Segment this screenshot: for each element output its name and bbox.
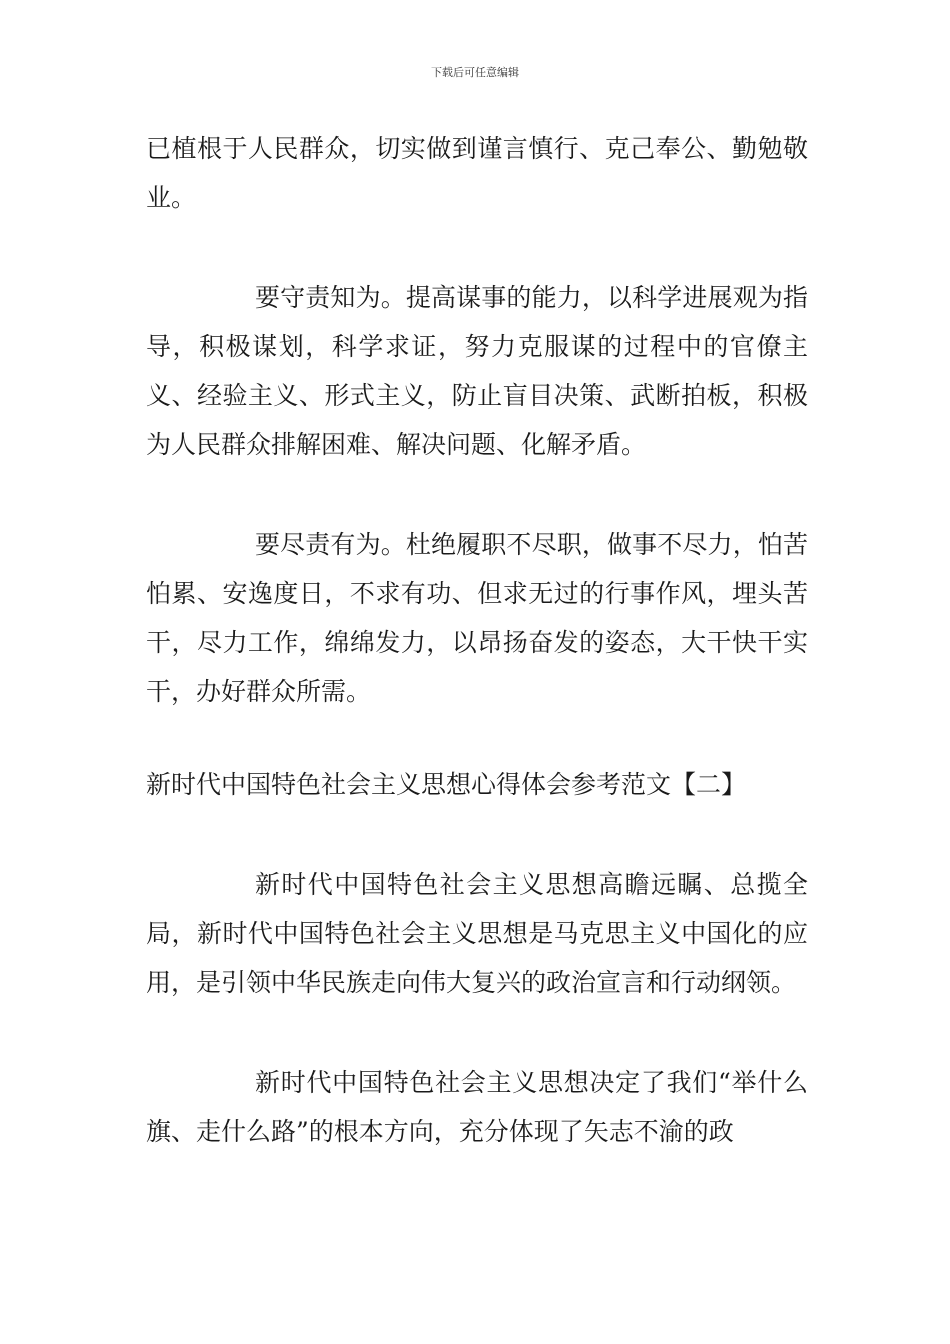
paragraph-shouze: 要守责知为。提高谋事的能力，以科学进展观为指导，积极谋划，科学求证，努力克服谋的过程中的官僚主义、经验主义、形式主义，防止盲目决策、武断拍板，积极为人民群众排解困难、解决问题、化解矛盾。 bbox=[146, 283, 808, 459]
paragraph-overview: 新时代中国特色社会主义思想高瞻远瞩、总揽全局，新时代中国特色社会主义思想是马克思主义中国化的应用，是引领中华民族走向伟大复兴的政治宣言和行动纲领。 bbox=[146, 870, 808, 997]
paragraph-spacer bbox=[146, 716, 808, 760]
paragraph-spacer bbox=[146, 809, 808, 860]
paragraph-jinze: 要尽责有为。杜绝履职不尽职，做事不尽力，怕苦怕累、安逸度日，不求有功、但求无过的行事作风，埋头苦干，尽力工作，绵绵发力，以昂扬奋发的姿态，大干快干实干，办好群众所需。 bbox=[146, 530, 808, 706]
paragraph-spacer bbox=[146, 222, 808, 273]
page-header: 下载后可任意编辑 bbox=[431, 66, 519, 79]
paragraph-continuation: 已植根于人民群众，切实做到谨言慎行、克己奉公、勤勉敬业。 bbox=[146, 134, 808, 212]
paragraph-spacer bbox=[146, 469, 808, 520]
section-heading: 新时代中国特色社会主义思想心得体会参考范文【二】 bbox=[146, 770, 747, 799]
paragraph-spacer bbox=[146, 1007, 808, 1058]
paragraph-direction: 新时代中国特色社会主义思想决定了我们“举什么旗、走什么路”的根本方向，充分体现了矢志不渝的政 bbox=[146, 1068, 808, 1146]
document-body bbox=[146, 124, 808, 1156]
